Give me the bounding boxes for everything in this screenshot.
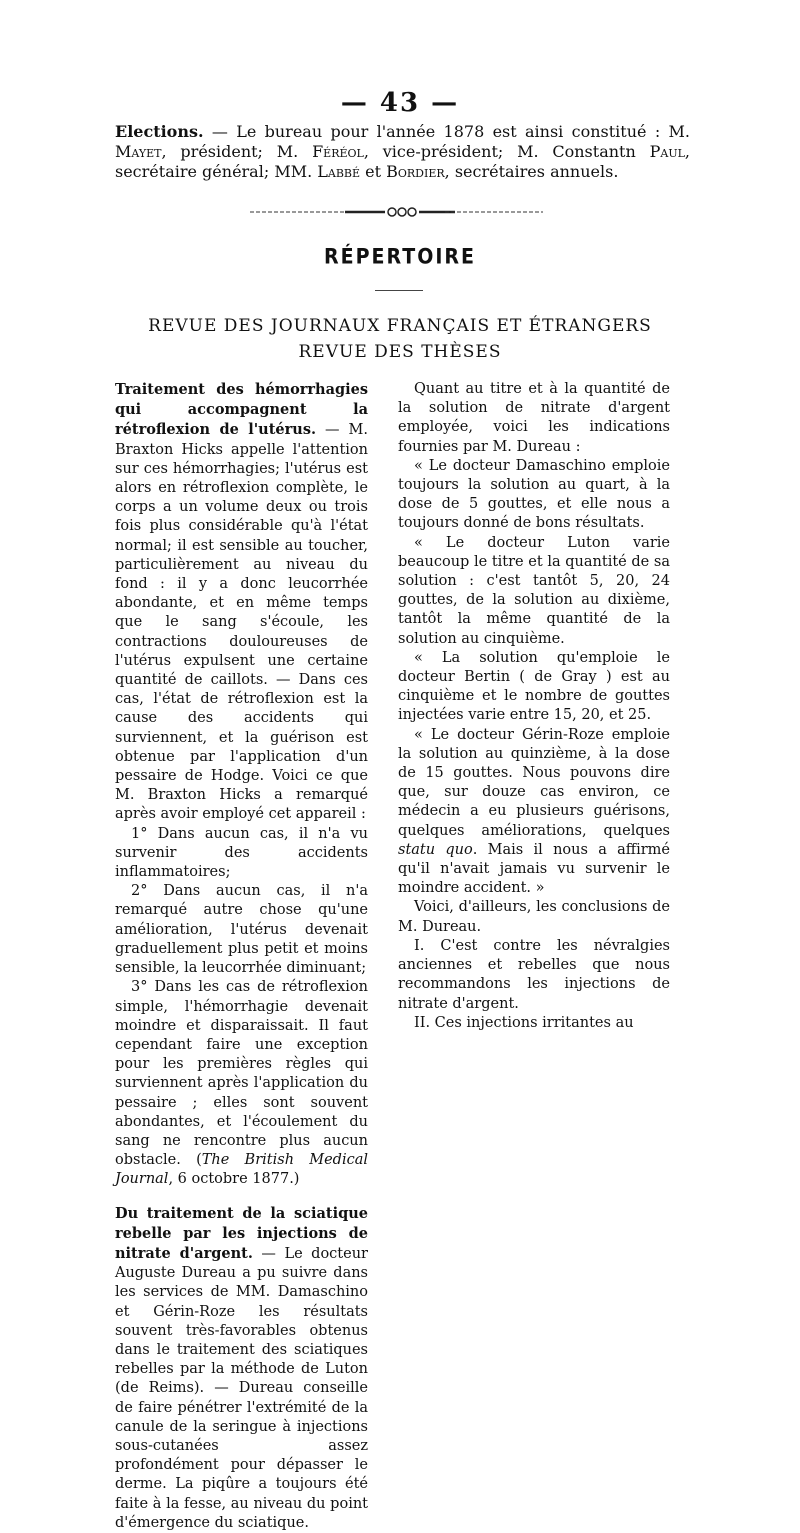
elections-text: et bbox=[360, 162, 387, 181]
article-1-text: — M. Braxton Hicks appelle l'attention sur ces hémorrhagies; l'utérus est alors en rétroflexion complète, le corps a un volume deux ou trois fois plus considérable qu'à l'état normal; il est sensible au toucher, particulièrement au niveau du fond : il y a donc leucorrhée abondante, et en même temps que le sang s'écoule, les contractions douloureuses de l'utérus expulsent une certaine quantité de caillots. — Dans ces cas, l'état de rétroflexion est la cause des accidents qui surviennent, et la guérison est obtenue par l'application d'un pessaire de Hodge. Voici ce que M. Braxton Hicks a remarqué après avoir employé cet appareil : bbox=[115, 422, 368, 823]
article-2-title: Du traitement de la sciatique rebelle par les injections de nitrate d'argent. bbox=[115, 1204, 368, 1262]
elections-text: , secrétaire général; MM. bbox=[115, 142, 690, 181]
elections-paragraph bbox=[115, 122, 690, 182]
elections-text: — Le bureau pour l'année 1878 est ainsi constitué : M. bbox=[203, 122, 690, 141]
right-column bbox=[398, 380, 670, 1033]
article-2-quote-bertin: « La solution qu'emploie le docteur Bertin ( de Gray ) est au cinquième et le nombre de gouttes injectées varie entre 15, 20, et 25. bbox=[398, 649, 670, 724]
name-mayet: Mayet bbox=[115, 142, 162, 161]
article-2-paragraph bbox=[115, 1204, 368, 1533]
citation-date: , 6 octobre 1877.) bbox=[168, 1171, 300, 1188]
article-2-conclusion-2: II. Ces injections irritantes au bbox=[414, 1014, 634, 1031]
section-heading: RÉPERTOIRE bbox=[323, 244, 477, 270]
article-1-title: Traitement des hémorrhagies qui accompagnent la rétroflexion de l'utérus. bbox=[115, 381, 368, 439]
article-2-quote-gerin-roze bbox=[398, 726, 670, 899]
article-separator bbox=[115, 1190, 368, 1204]
name-paul: Paul bbox=[649, 142, 685, 161]
subheading-theses: REVUE DES THÈSES bbox=[298, 342, 502, 362]
citation-journal: The British Medical Journal bbox=[115, 1152, 368, 1188]
article-2-text: — Le docteur Auguste Dureau a pu suivre dans les services de MM. Damaschino et Gérin-Roze les résultats souvent très-favorables obtenus dans le traitement des sciatiques rebelles par la méthode de Luton (de Reims). — Dureau conseille de faire pénétrer l'extrémité de la canule de la seringue à injections sous-cutanées assez profondément pour dépasser le derme. La piqûre a toujours été faite à la fesse, au niveau du point d'émergence du sciatique. bbox=[115, 1245, 368, 1531]
left-column bbox=[115, 380, 368, 1533]
page-number: — 43 — bbox=[340, 88, 460, 118]
article-2-quote-damaschino: « Le docteur Damaschino emploie toujours la solution au quart, à la dose de 5 gouttes, et elle nous a toujours donné de bons résultats. bbox=[398, 457, 670, 532]
elections-text: , vice-président; M. Constantn bbox=[363, 142, 650, 161]
ornament-divider bbox=[245, 202, 545, 222]
article-1-paragraph bbox=[115, 380, 368, 825]
quote-text: « Le docteur Gérin-Roze emploie la solution au quinzième, à la dose de 15 gouttes. Nous pouvons dire que, sur douze cas environ, ce médecin a eu plusieurs guérisons, quelques améliorations, quelques bbox=[398, 726, 670, 839]
article-2-quote-luton: « Le docteur Luton varie beaucoup le titre et la quantité de sa solution : c'est tantôt 5, 20, 24 gouttes, de la solution au dixième, tantôt la même quantité de la solution au cinquième. bbox=[398, 534, 670, 647]
article-1-point-1: 1° Dans aucun cas, il n'a vu survenir des accidents inflammatoires; bbox=[115, 825, 368, 881]
name-labbe: Labbé bbox=[317, 162, 361, 181]
quote-end: . Mais il nous a affirmé qu'il n'avait jamais vu survenir le moindre accident. » bbox=[398, 841, 670, 897]
article-1-point-2: 2° Dans aucun cas, il n'a remarqué autre chose qu'une amélioration, l'utérus devenait graduellement plus petit et moins sensible, la leucorrhée diminuant; bbox=[115, 883, 368, 977]
name-bordier: Bordier bbox=[386, 162, 445, 181]
article-1-point-3 bbox=[115, 978, 368, 1189]
elections-lead: Elections. bbox=[115, 122, 204, 141]
heading-rule bbox=[375, 290, 423, 291]
elections-text: , secrétaires annuels. bbox=[444, 162, 619, 181]
article-2-conclusions-intro: Voici, d'ailleurs, les conclusions de M. Dureau. bbox=[398, 899, 670, 935]
elections-text: , président; M. bbox=[161, 142, 313, 161]
name-fereol: Féréol bbox=[312, 142, 364, 161]
quote-italic: statu quo bbox=[398, 841, 473, 858]
article-1-point-3-text: 3° Dans les cas de rétroflexion simple, l'hémorrhagie devenait moindre et disparaissait. Il faut cependant faire une exception pour les premières règles qui surviennent après l'application du pessaire ; elles sont souvent abondantes, et l'écoulement du sang ne rencontre plus aucun obstacle. ( bbox=[115, 979, 368, 1169]
article-2-conclusion-1: I. C'est contre les névralgies anciennes et rebelles que nous recommandons les injections de nitrate d'argent. bbox=[398, 937, 670, 1012]
article-2-dosage-intro: Quant au titre et à la quantité de la solution de nitrate d'argent employée, voici les indications fournies par M. Dureau : bbox=[398, 381, 670, 455]
subheading-journals: REVUE DES JOURNAUX FRANÇAIS ET ÉTRANGERS bbox=[148, 316, 652, 336]
